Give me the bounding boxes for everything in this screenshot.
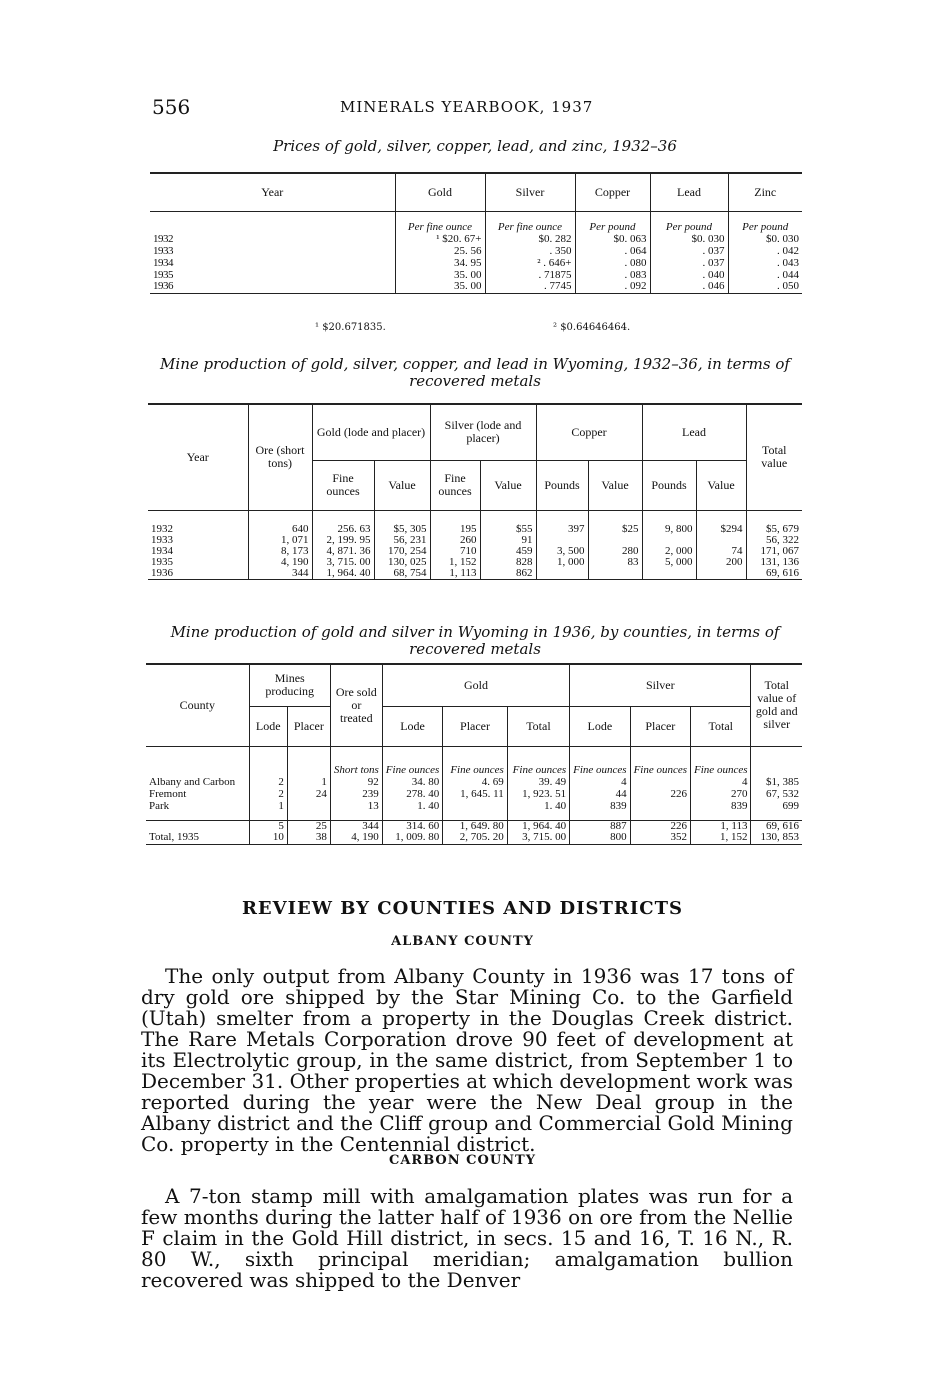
value-cell: $25 xyxy=(588,524,642,535)
t3-mines-placer: Placer xyxy=(287,706,330,746)
value-cell: 130, 025 xyxy=(374,557,430,568)
price-cell: . 7745 xyxy=(485,281,575,293)
unit-copper: Per pound xyxy=(575,211,650,233)
table3-caption: Mine production of gold and silver in Wyoming in 1936, by counties, in terms of recovered metals xyxy=(170,623,780,658)
county-cell: Park xyxy=(149,799,170,812)
albany-heading: ALBANY COUNTY xyxy=(391,934,534,949)
value-cell: 397 xyxy=(536,524,588,535)
value-cell xyxy=(536,568,588,580)
value-cell: 2 xyxy=(249,788,287,800)
t2-copper-value: Value xyxy=(588,460,642,510)
t2-col-gold: Gold (lode and placer) xyxy=(312,404,430,460)
year-cell: 1935 xyxy=(153,268,173,281)
value-cell xyxy=(443,800,508,812)
county-production-table xyxy=(146,663,802,850)
unit-zinc: Per pound xyxy=(728,211,802,233)
price-cell: . 042 xyxy=(728,245,802,257)
carbon-paragraph: A 7-ton stamp mill with amalgamation plates was run for a few months during the latter half of 1936 on ore from the Nellie F claim in the Gold Hill district, in secs. 15 and 16, T. 16 N., R. 80 W., sixth principal meridian; amalgamation bullion recovered was shipped to the Denver xyxy=(141,1184,793,1292)
value-cell: 270 xyxy=(691,788,751,800)
prices-row xyxy=(150,281,802,293)
value-cell: $5, 305 xyxy=(374,524,430,535)
t2-col-silver: Silver (lode and placer) xyxy=(430,404,536,460)
prices-units-row xyxy=(150,211,802,233)
value-cell: 67, 532 xyxy=(751,788,802,800)
value-cell: 314. 60 xyxy=(382,820,442,832)
value-cell xyxy=(287,800,330,812)
col-gold: Gold xyxy=(395,173,485,211)
page-number: 556 xyxy=(152,95,191,119)
value-cell: 83 xyxy=(588,557,642,568)
value-cell: 8, 173 xyxy=(248,546,312,557)
year-cell: 1936 xyxy=(153,280,173,293)
value-cell: 69, 616 xyxy=(751,820,802,832)
value-cell: 1 xyxy=(287,776,330,788)
value-cell: 459 xyxy=(480,546,536,557)
county-row xyxy=(146,776,802,788)
value-cell: 34. 80 xyxy=(382,776,442,788)
t3-mines-lode: Lode xyxy=(249,706,287,746)
value-cell: 1, 009. 80 xyxy=(382,832,442,844)
value-cell: 38 xyxy=(287,832,330,844)
county-cell: Total, 1935 xyxy=(149,831,199,844)
table2-caption: Mine production of gold, silver, copper, and lead in Wyoming, 1932–36, in terms of recovered metals xyxy=(160,355,790,390)
albany-paragraph: The only output from Albany County in 1936 was 17 tons of dry gold ore shipped by the Star Mining Co. to the Garfield (Utah) smelter from a property in the Douglas Creek district. The Rare Metals Corporation drove 90 feet of development at its Electrolytic group, in the same district, from September 1 to December 31. Other properties at which development work was reported during the year were the New Deal group in the Albany district and the Cliff group and Commercial Gold Mining Co. property in the Centennial district. xyxy=(141,964,793,1156)
price-cell: 35. 00 xyxy=(395,269,485,281)
value-cell: 200 xyxy=(696,557,746,568)
value-cell: 68, 754 xyxy=(374,568,430,580)
value-cell: $55 xyxy=(480,524,536,535)
unit-gold: Per fine ounce xyxy=(395,211,485,233)
county-cell: Albany and Carbon xyxy=(149,775,236,788)
price-cell: . 092 xyxy=(575,281,650,293)
value-cell xyxy=(696,568,746,580)
carbon-heading: CARBON COUNTY xyxy=(388,1153,537,1168)
t3-col-total-value: Total value of gold and silver xyxy=(751,664,802,746)
value-cell: 130, 853 xyxy=(751,832,802,844)
value-cell: 710 xyxy=(430,546,480,557)
prices-row xyxy=(150,245,802,257)
value-cell: 1, 071 xyxy=(248,535,312,546)
county-cell: Fremont xyxy=(149,787,187,800)
value-cell: 226 xyxy=(630,820,690,832)
t3-gold-lode: Lode xyxy=(382,706,442,746)
value-cell: 344 xyxy=(330,820,382,832)
value-cell: 260 xyxy=(430,535,480,546)
price-cell: $0. 063 xyxy=(575,233,650,245)
t3-unit-s-total: Fine ounces xyxy=(691,746,751,776)
t3-col-gold: Gold xyxy=(382,664,569,706)
table1-caption: Prices of gold, silver, copper, lead, and zinc, 1932–36 xyxy=(273,137,677,155)
price-cell: . 083 xyxy=(575,269,650,281)
value-cell: 74 xyxy=(696,546,746,557)
unit-silver: Per fine ounce xyxy=(485,211,575,233)
value-cell: 24 xyxy=(287,788,330,800)
value-cell: 9, 800 xyxy=(642,524,696,535)
price-cell: $0. 282 xyxy=(485,233,575,245)
prices-header-row xyxy=(150,173,802,211)
value-cell: 280 xyxy=(588,546,642,557)
year-cell: 1935 xyxy=(151,556,173,568)
t3-col-county: County xyxy=(179,697,215,712)
t2-lead-lb: Pounds xyxy=(642,460,696,510)
t2-copper-lb: Pounds xyxy=(536,460,588,510)
prices-row xyxy=(150,269,802,281)
price-cell: 34. 95 xyxy=(395,257,485,269)
t3-unit-g-total: Fine ounces xyxy=(507,746,569,776)
value-cell: 69, 616 xyxy=(746,568,802,580)
year-cell: 1936 xyxy=(151,567,173,579)
wyoming-production-table xyxy=(148,403,802,590)
value-cell: 131, 136 xyxy=(746,557,802,568)
value-cell: 2, 000 xyxy=(642,546,696,557)
price-cell: . 050 xyxy=(728,281,802,293)
value-cell: 1, 152 xyxy=(430,557,480,568)
price-cell: $0. 030 xyxy=(728,233,802,245)
value-cell: 56, 322 xyxy=(746,535,802,546)
t3-silver-lode: Lode xyxy=(570,706,630,746)
prices-row xyxy=(150,233,802,245)
year-cell: 1934 xyxy=(153,256,173,269)
value-cell: 171, 067 xyxy=(746,546,802,557)
review-heading: REVIEW BY COUNTIES AND DISTRICTS xyxy=(241,898,684,919)
value-cell: 256. 63 xyxy=(312,524,374,535)
price-cell: . 71875 xyxy=(485,269,575,281)
footnote-1: ¹ $20.671835. xyxy=(315,322,386,333)
value-cell: 352 xyxy=(630,832,690,844)
value-cell: 4 xyxy=(570,776,630,788)
t2-silver-value: Value xyxy=(480,460,536,510)
county-row xyxy=(146,788,802,800)
value-cell: $5, 679 xyxy=(746,524,802,535)
price-cell: ¹ $20. 67+ xyxy=(395,233,485,245)
value-cell: 1, 000 xyxy=(536,557,588,568)
value-cell: 13 xyxy=(330,800,382,812)
price-cell: . 064 xyxy=(575,245,650,257)
prices-table xyxy=(150,172,802,301)
t3-col-silver: Silver xyxy=(570,664,751,706)
col-silver: Silver xyxy=(485,173,575,211)
production-row xyxy=(148,568,802,580)
t2-col-ore: Ore (short tons) xyxy=(248,404,312,510)
county-row xyxy=(146,832,802,844)
value-cell: 239 xyxy=(330,788,382,800)
price-cell: . 046 xyxy=(650,281,728,293)
value-cell: 226 xyxy=(630,788,690,800)
price-cell: 25. 56 xyxy=(395,245,485,257)
t2-col-lead: Lead xyxy=(642,404,746,460)
value-cell: 5 xyxy=(249,820,287,832)
value-cell: 344 xyxy=(248,568,312,580)
value-cell: 4, 871. 36 xyxy=(312,546,374,557)
value-cell: 5, 000 xyxy=(642,557,696,568)
running-head: MINERALS YEARBOOK, 1937 xyxy=(340,98,594,116)
prices-row xyxy=(150,257,802,269)
price-cell: $0. 030 xyxy=(650,233,728,245)
price-cell: . 043 xyxy=(728,257,802,269)
value-cell: 1, 964. 40 xyxy=(507,820,569,832)
value-cell: 92 xyxy=(330,776,382,788)
year-cell: 1933 xyxy=(153,244,173,257)
t2-col-total: Total value xyxy=(746,404,802,510)
value-cell: 887 xyxy=(570,820,630,832)
t3-gold-total: Total xyxy=(507,706,569,746)
t2-col-copper: Copper xyxy=(536,404,642,460)
t2-gold-value: Value xyxy=(374,460,430,510)
value-cell: 839 xyxy=(691,800,751,812)
value-cell: 800 xyxy=(570,832,630,844)
value-cell: 195 xyxy=(430,524,480,535)
value-cell: 699 xyxy=(751,800,802,812)
value-cell: 1, 923. 51 xyxy=(507,788,569,800)
value-cell: 278. 40 xyxy=(382,788,442,800)
value-cell: 1, 152 xyxy=(691,832,751,844)
year-cell: 1934 xyxy=(151,545,173,557)
value-cell: 25 xyxy=(287,820,330,832)
value-cell: 170, 254 xyxy=(374,546,430,557)
t2-lead-value: Value xyxy=(696,460,746,510)
price-cell: ² . 646+ xyxy=(485,257,575,269)
value-cell: 828 xyxy=(480,557,536,568)
t3-unit-g-placer: Fine ounces xyxy=(443,746,508,776)
county-cell xyxy=(146,820,249,832)
t2-col-year: Year xyxy=(186,449,209,464)
value-cell: $1, 385 xyxy=(751,776,802,788)
t3-unit-ore: Short tons xyxy=(330,746,382,776)
value-cell: 839 xyxy=(570,800,630,812)
value-cell: 1 xyxy=(249,800,287,812)
value-cell: 3, 715. 00 xyxy=(507,832,569,844)
value-cell: 2 xyxy=(249,776,287,788)
value-cell: 3, 500 xyxy=(536,546,588,557)
t3-unit-g-lode: Fine ounces xyxy=(382,746,442,776)
value-cell: 10 xyxy=(249,832,287,844)
value-cell: 640 xyxy=(248,524,312,535)
price-cell: . 037 xyxy=(650,245,728,257)
year-cell: 1932 xyxy=(151,523,173,535)
value-cell: 4. 69 xyxy=(443,776,508,788)
value-cell: 862 xyxy=(480,568,536,580)
t2-gold-oz: Fine ounces xyxy=(312,460,374,510)
value-cell xyxy=(588,568,642,580)
price-cell: . 037 xyxy=(650,257,728,269)
t3-silver-total: Total xyxy=(691,706,751,746)
county-row xyxy=(146,800,802,812)
value-cell: 4 xyxy=(691,776,751,788)
price-cell: . 080 xyxy=(575,257,650,269)
value-cell: 3, 715. 00 xyxy=(312,557,374,568)
t3-col-ore: Ore sold or treated xyxy=(330,664,382,746)
value-cell: 44 xyxy=(570,788,630,800)
value-cell: 91 xyxy=(480,535,536,546)
value-cell: 4, 190 xyxy=(248,557,312,568)
price-cell: 35. 00 xyxy=(395,281,485,293)
price-cell: . 040 xyxy=(650,269,728,281)
unit-lead: Per pound xyxy=(650,211,728,233)
value-cell xyxy=(630,776,690,788)
col-year: Year xyxy=(261,184,284,199)
col-copper: Copper xyxy=(575,173,650,211)
value-cell: 2, 705. 20 xyxy=(443,832,508,844)
value-cell: 39. 49 xyxy=(507,776,569,788)
year-cell: 1933 xyxy=(151,534,173,546)
t3-silver-placer: Placer xyxy=(630,706,690,746)
t3-unit-s-placer: Fine ounces xyxy=(630,746,690,776)
county-row xyxy=(146,820,802,832)
col-zinc: Zinc xyxy=(728,173,802,211)
t3-unit-s-lode: Fine ounces xyxy=(570,746,630,776)
t2-silver-oz: Fine ounces xyxy=(430,460,480,510)
col-lead: Lead xyxy=(650,173,728,211)
value-cell: 1. 40 xyxy=(507,800,569,812)
value-cell: 1. 40 xyxy=(382,800,442,812)
value-cell: 1, 645. 11 xyxy=(443,788,508,800)
value-cell: 4, 190 xyxy=(330,832,382,844)
year-cell: 1932 xyxy=(153,232,173,245)
value-cell: 1, 964. 40 xyxy=(312,568,374,580)
value-cell: 56, 231 xyxy=(374,535,430,546)
value-cell: 1, 113 xyxy=(430,568,480,580)
value-cell: $294 xyxy=(696,524,746,535)
value-cell: 1, 649. 80 xyxy=(443,820,508,832)
t3-col-mines: Mines producing xyxy=(249,664,330,706)
value-cell xyxy=(642,568,696,580)
price-cell: . 350 xyxy=(485,245,575,257)
price-cell: . 044 xyxy=(728,269,802,281)
value-cell: 2, 199. 95 xyxy=(312,535,374,546)
value-cell: 1, 113 xyxy=(691,820,751,832)
footnote-2: ² $0.64646464. xyxy=(553,322,631,333)
value-cell xyxy=(630,800,690,812)
t3-gold-placer: Placer xyxy=(443,706,508,746)
